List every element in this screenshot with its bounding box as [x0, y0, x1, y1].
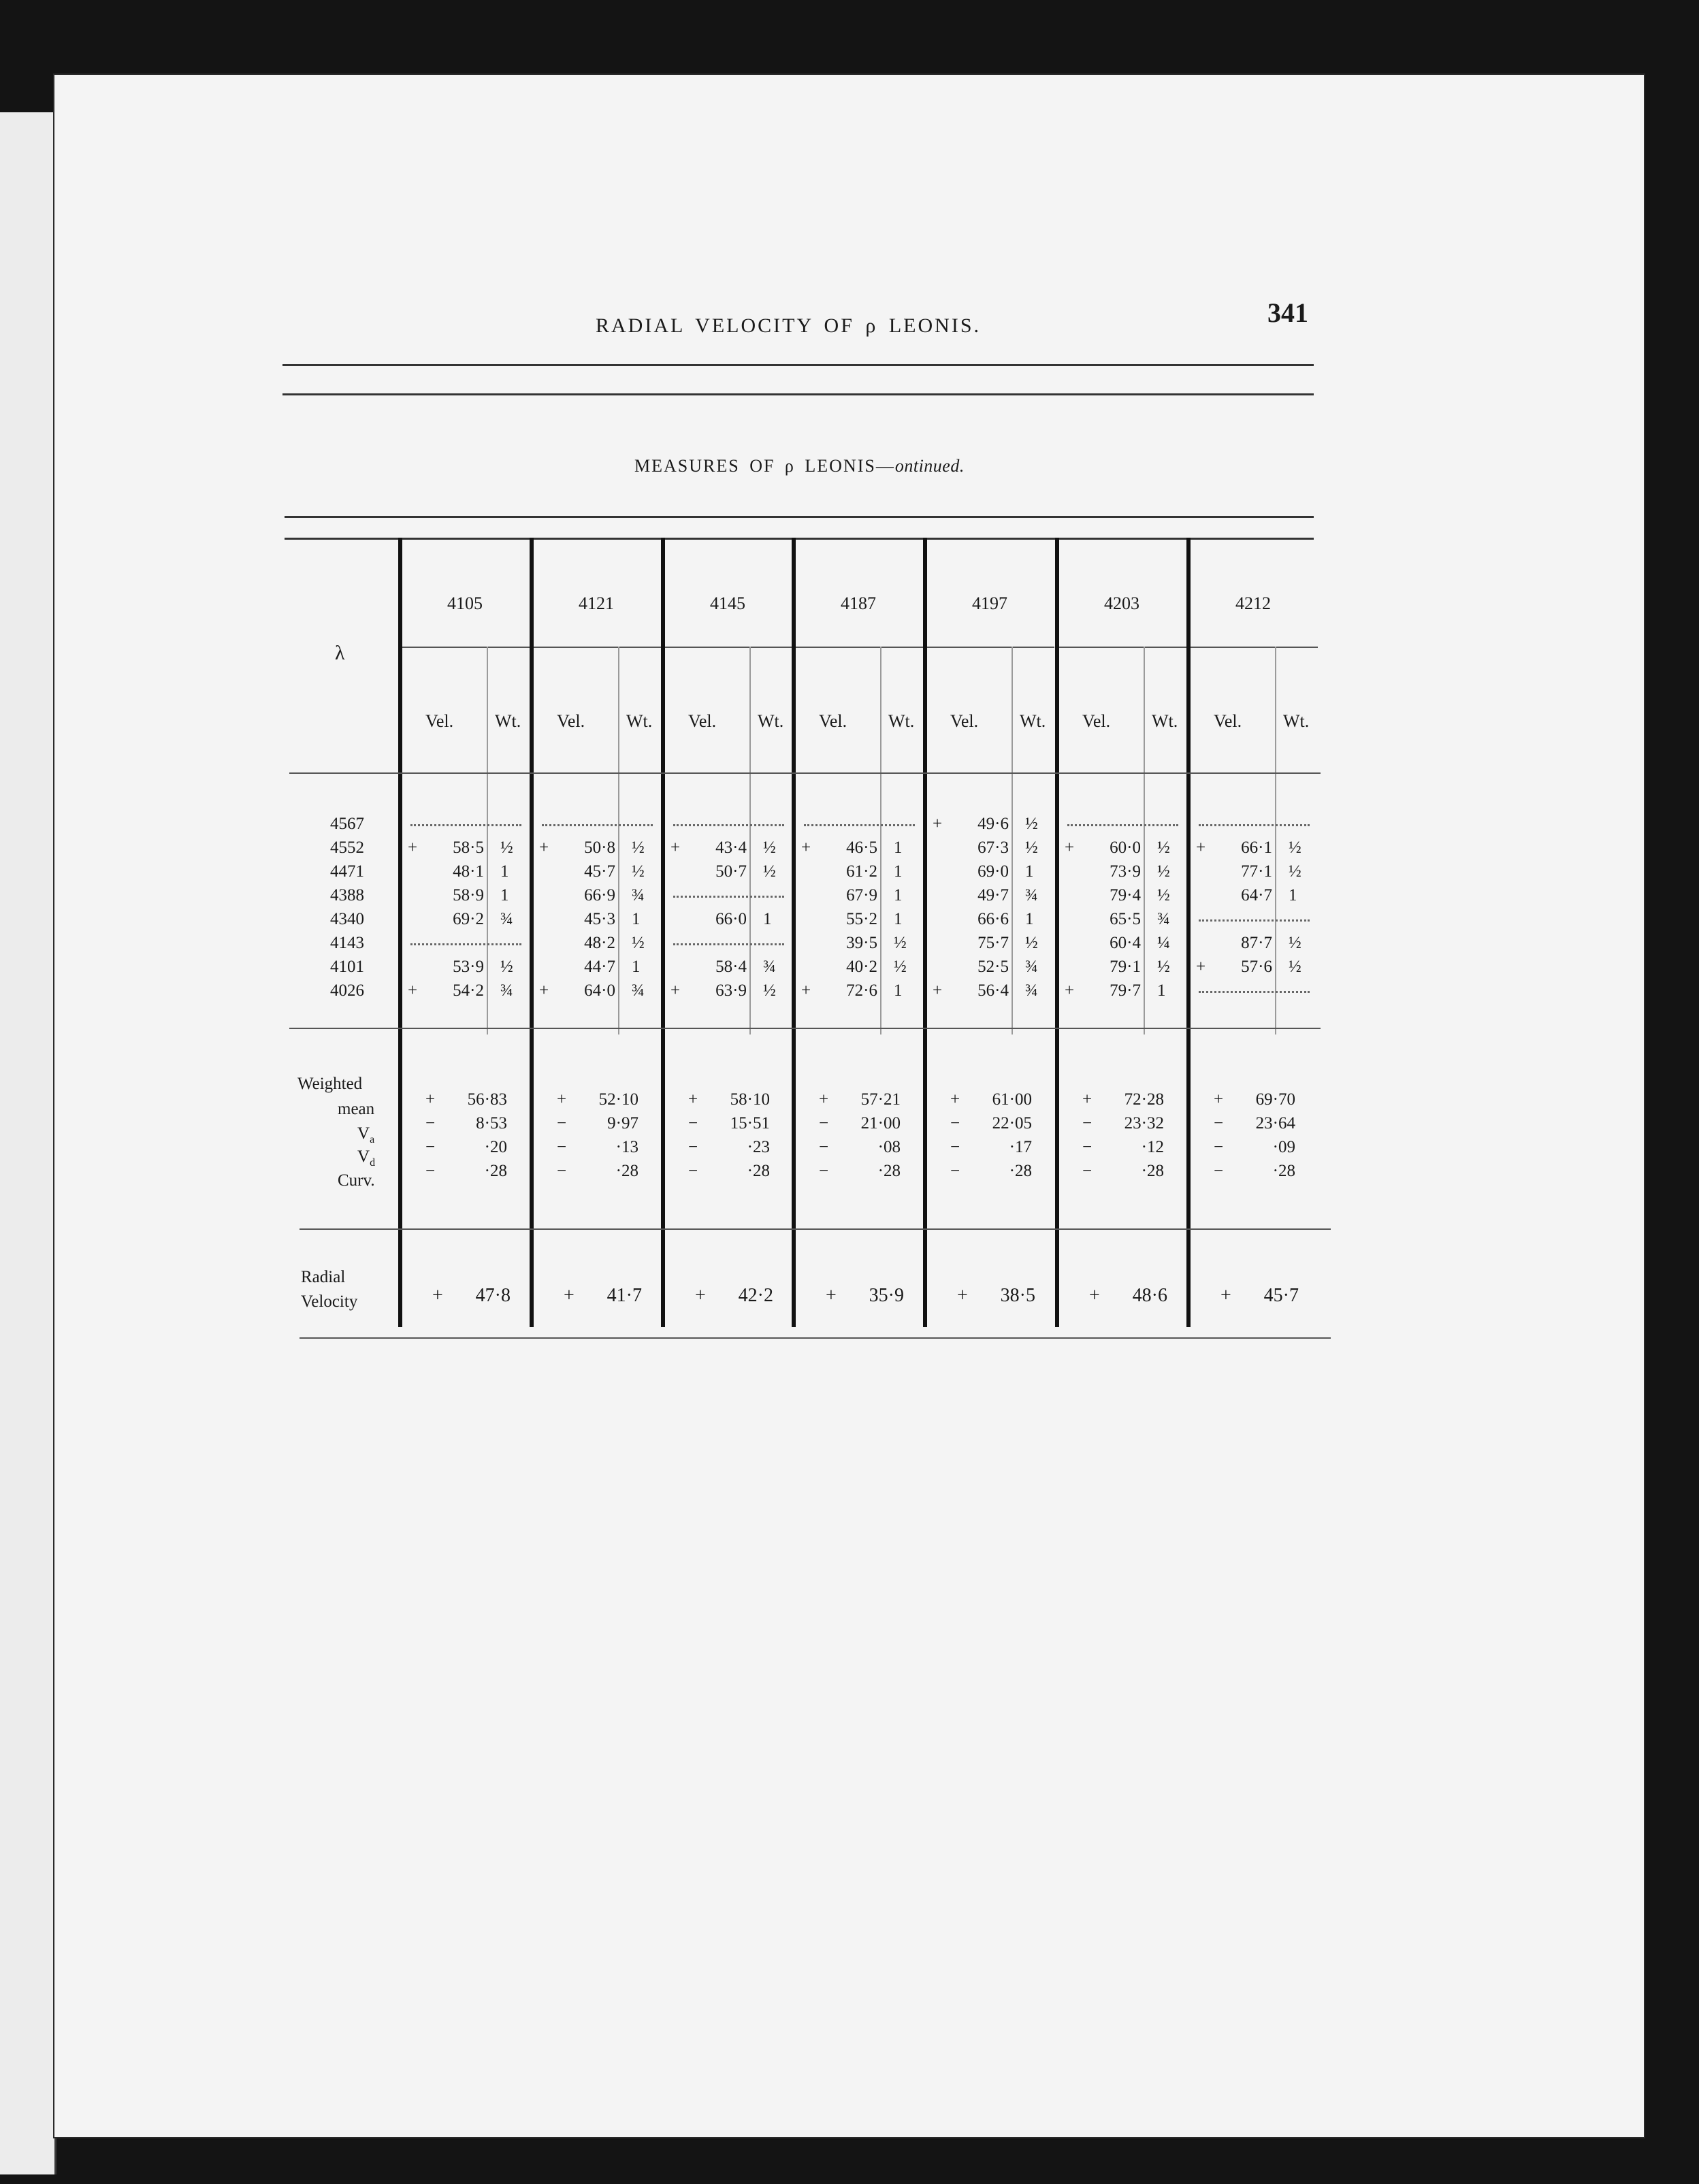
vel-header: Vel.	[1214, 711, 1242, 731]
vel-header: Vel.	[819, 711, 847, 731]
wt-value: 1	[500, 886, 509, 904]
table-rule-top-1	[285, 516, 1314, 518]
wt-value: ¾	[632, 981, 645, 1000]
label-vd: $V_d$	[357, 1147, 376, 1169]
wt-value: 1	[632, 958, 641, 976]
plate-4145: 4145	[710, 593, 745, 613]
label-va: $V_a$	[357, 1124, 375, 1145]
wt-value: 1	[894, 981, 903, 1000]
radial-velocity-sign: +	[1089, 1285, 1100, 1306]
vel-value: 45·3	[584, 910, 615, 928]
vel-sign: +	[1065, 838, 1075, 857]
vel-sign: +	[933, 981, 943, 1000]
vel-value: 66·6	[977, 910, 1009, 928]
vel-value: 79·1	[1110, 958, 1141, 976]
vel-sign: +	[1065, 981, 1075, 1000]
correction-sign: −	[557, 1114, 567, 1132]
wt-value: 1	[1025, 910, 1034, 928]
wt-value: 1	[894, 886, 903, 904]
vel-sign: +	[408, 838, 418, 857]
radial-velocity-sign: +	[564, 1285, 575, 1306]
weighted-mean-value: 69·70	[1255, 1090, 1295, 1109]
vel-value: 66·0	[715, 910, 747, 928]
page-number: 341	[1267, 297, 1308, 328]
vel-value: 53·9	[453, 958, 484, 976]
vel-sign: +	[408, 981, 418, 1000]
vel-value: 79·4	[1110, 886, 1141, 904]
correction-value: ·23	[747, 1138, 770, 1156]
correction-sign: −	[425, 1162, 436, 1180]
radial-velocity-value: 47·8	[475, 1285, 511, 1306]
correction-value: ·28	[747, 1162, 770, 1180]
radial-velocity-sign: +	[695, 1285, 706, 1306]
wavelength-4471: 4471	[330, 862, 364, 881]
weighted-mean-value: 58·10	[730, 1090, 770, 1109]
wt-value: ¾	[763, 958, 776, 976]
vel-wt-divider	[749, 647, 751, 1034]
vel-value: 67·3	[977, 838, 1009, 857]
vel-header: Vel.	[1082, 711, 1111, 731]
plate-underline	[534, 647, 661, 648]
correction-value: 23·32	[1124, 1114, 1164, 1132]
wt-value: ½	[500, 958, 513, 976]
wt-value: 1	[1289, 886, 1297, 904]
wt-value: ½	[1289, 862, 1301, 881]
correction-value: ·13	[615, 1138, 638, 1156]
vel-sign: +	[539, 981, 549, 1000]
vel-value: 49·6	[977, 815, 1009, 833]
wt-header: Wt.	[626, 711, 653, 731]
vel-value: 55·2	[846, 910, 877, 928]
plate-underline	[665, 647, 792, 648]
vel-value: 65·5	[1110, 910, 1141, 928]
correction-sign: −	[950, 1162, 960, 1180]
vel-wt-divider	[1275, 647, 1276, 1034]
correction-sign: −	[1214, 1114, 1224, 1132]
wt-value: ½	[1025, 934, 1038, 952]
vel-value: 66·1	[1241, 838, 1272, 857]
vel-value: 39·5	[846, 934, 877, 952]
wt-value: ½	[1289, 958, 1301, 976]
wt-value: ½	[1157, 958, 1170, 976]
table-caption	[634, 456, 965, 476]
vel-sign: +	[670, 838, 681, 857]
correction-value: 9·97	[607, 1114, 638, 1132]
weighted-mean-value: 52·10	[598, 1090, 638, 1109]
vel-sign: +	[1196, 958, 1206, 976]
vel-value: 46·5	[846, 838, 877, 857]
wt-value: ½	[632, 934, 645, 952]
label-radial: Radial	[301, 1268, 346, 1286]
wt-value: ½	[763, 838, 776, 857]
plate-4203: 4203	[1104, 593, 1139, 613]
correction-value: 22·05	[992, 1114, 1032, 1132]
correction-value: ·28	[1141, 1162, 1164, 1180]
wt-value: ½	[1025, 815, 1038, 833]
weighted-mean-sign: +	[819, 1090, 829, 1109]
correction-sign: −	[688, 1114, 698, 1132]
dotted-blank-entry	[1199, 824, 1310, 826]
dotted-blank-entry	[1067, 824, 1178, 826]
vel-value: 43·4	[715, 838, 747, 857]
vel-value: 57·6	[1241, 958, 1272, 976]
vel-wt-divider	[1012, 647, 1013, 1034]
previous-page-edge	[0, 112, 56, 2174]
vel-wt-divider	[880, 647, 881, 1034]
caption-main: MEASURES OF ρ LEONIS—	[634, 456, 895, 476]
vel-value: 64·7	[1241, 886, 1272, 904]
correction-sign: −	[950, 1138, 960, 1156]
wavelength-4026: 4026	[330, 981, 364, 1000]
wt-value: ¾	[1025, 886, 1038, 904]
weighted-mean-sign: +	[950, 1090, 960, 1109]
column-divider	[923, 538, 927, 1327]
radial-velocity-value: 41·7	[606, 1285, 642, 1306]
dotted-blank-entry	[410, 824, 521, 826]
radial-velocity-sign: +	[432, 1285, 443, 1306]
running-head: RADIAL VELOCITY OF ρ LEONIS.	[596, 314, 981, 337]
wt-value: 1	[894, 910, 903, 928]
wt-header: Wt.	[1020, 711, 1046, 731]
correction-value: ·28	[615, 1162, 638, 1180]
wt-value: 1	[894, 862, 903, 881]
rule-under-subheaders	[289, 772, 1321, 774]
vel-header: Vel.	[688, 711, 717, 731]
vel-wt-divider	[487, 647, 488, 1034]
wt-header: Wt.	[888, 711, 915, 731]
vel-value: 72·6	[846, 981, 877, 1000]
weighted-mean-sign: +	[425, 1090, 436, 1109]
correction-sign: −	[425, 1114, 436, 1132]
dotted-blank-entry	[542, 824, 653, 826]
wavelength-4552: 4552	[330, 838, 364, 857]
weighted-mean-value: 57·21	[860, 1090, 901, 1109]
wt-header: Wt.	[758, 711, 784, 731]
vel-value: 58·5	[453, 838, 484, 857]
vel-value: 52·5	[977, 958, 1009, 976]
plate-underline	[1059, 647, 1186, 648]
column-divider	[1055, 538, 1059, 1327]
correction-sign: −	[819, 1138, 829, 1156]
vel-sign: +	[801, 981, 811, 1000]
wt-value: ½	[894, 958, 907, 976]
caption-continued: ontinued.	[894, 456, 965, 476]
vel-value: 61·2	[846, 862, 877, 881]
vel-value: 79·7	[1110, 981, 1141, 1000]
dotted-blank-entry	[410, 943, 521, 945]
weighted-mean-sign: +	[1082, 1090, 1093, 1109]
weighted-mean-sign: +	[557, 1090, 567, 1109]
vel-value: 69·2	[453, 910, 484, 928]
column-divider	[1186, 538, 1191, 1327]
column-divider	[661, 538, 665, 1327]
correction-value: 15·51	[730, 1114, 770, 1132]
correction-sign: −	[688, 1162, 698, 1180]
wt-value: ½	[1289, 838, 1301, 857]
vel-header: Vel.	[425, 711, 454, 731]
dotted-blank-entry	[673, 896, 784, 898]
wt-value: ½	[763, 862, 776, 881]
wt-value: ½	[632, 862, 645, 881]
wt-value: 1	[1025, 862, 1034, 881]
wt-value: ½	[1157, 838, 1170, 857]
wt-value: 1	[1157, 981, 1166, 1000]
wt-value: ¾	[500, 981, 513, 1000]
correction-value: ·20	[484, 1138, 507, 1156]
correction-sign: −	[1082, 1162, 1093, 1180]
correction-value: ·28	[877, 1162, 901, 1180]
vel-value: 87·7	[1241, 934, 1272, 952]
correction-value: ·12	[1141, 1138, 1164, 1156]
vel-sign: +	[1196, 838, 1206, 857]
radial-velocity-sign: +	[1220, 1285, 1231, 1306]
correction-sign: −	[1214, 1138, 1224, 1156]
plate-underline	[1191, 647, 1318, 648]
vel-value: 60·4	[1110, 934, 1141, 952]
vel-value: 58·4	[715, 958, 747, 976]
correction-sign: −	[1082, 1138, 1093, 1156]
vel-value: 44·7	[584, 958, 615, 976]
correction-sign: −	[819, 1114, 829, 1132]
radial-velocity-sign: +	[957, 1285, 968, 1306]
wavelength-4340: 4340	[330, 910, 364, 928]
vel-wt-divider	[1144, 647, 1145, 1034]
correction-value: ·08	[877, 1138, 901, 1156]
dotted-blank-entry	[673, 824, 784, 826]
column-divider	[792, 538, 796, 1327]
plate-underline	[402, 647, 530, 648]
weighted-mean-value: 72·28	[1124, 1090, 1164, 1109]
wt-header: Wt.	[1152, 711, 1178, 731]
wavelength-4101: 4101	[330, 958, 364, 976]
correction-value: 21·00	[860, 1114, 901, 1132]
label-curv: Curv.	[338, 1171, 375, 1190]
rule-under-data	[289, 1028, 1321, 1029]
wt-value: ¾	[500, 910, 513, 928]
correction-value: ·09	[1272, 1138, 1295, 1156]
rule-under-summary	[300, 1228, 1331, 1230]
radial-velocity-value: 35·9	[869, 1285, 904, 1306]
correction-value: 23·64	[1255, 1114, 1295, 1132]
column-divider	[398, 538, 402, 1327]
lambda-header: λ	[335, 642, 345, 664]
plate-underline	[927, 647, 1054, 648]
vel-value: 64·0	[584, 981, 615, 1000]
wavelength-4143: 4143	[330, 934, 364, 952]
radial-velocity-value: 42·2	[738, 1285, 773, 1306]
wt-value: ½	[763, 981, 776, 1000]
wt-value: ½	[894, 934, 907, 952]
header-rule-bottom	[282, 393, 1314, 395]
vel-value: 75·7	[977, 934, 1009, 952]
wt-value: ¾	[1157, 910, 1170, 928]
vel-value: 50·8	[584, 838, 615, 857]
column-divider	[530, 538, 534, 1327]
correction-sign: −	[557, 1138, 567, 1156]
correction-value: ·28	[1272, 1162, 1295, 1180]
wavelength-4567: 4567	[330, 815, 364, 833]
vel-value: 45·7	[584, 862, 615, 881]
vel-sign: +	[670, 981, 681, 1000]
vel-value: 63·9	[715, 981, 747, 1000]
wt-value: ¼	[1157, 934, 1170, 952]
wt-value: 1	[500, 862, 509, 881]
rule-under-radial	[300, 1337, 1331, 1339]
plate-underline	[796, 647, 923, 648]
table-rule-top-2	[285, 538, 1314, 540]
plate-4187: 4187	[841, 593, 876, 613]
vel-value: 50·7	[715, 862, 747, 881]
wavelength-4388: 4388	[330, 886, 364, 904]
dotted-blank-entry	[1199, 919, 1310, 922]
vel-value: 48·1	[453, 862, 484, 881]
vel-value: 67·9	[846, 886, 877, 904]
correction-value: ·17	[1009, 1138, 1032, 1156]
vel-value: 73·9	[1110, 862, 1141, 881]
vel-sign: +	[801, 838, 811, 857]
dotted-blank-entry	[673, 943, 784, 945]
vel-value: 66·9	[584, 886, 615, 904]
weighted-mean-value: 61·00	[992, 1090, 1032, 1109]
vel-sign: +	[933, 815, 943, 833]
vel-header: Vel.	[950, 711, 979, 731]
vel-value: 77·1	[1241, 862, 1272, 881]
wt-header: Wt.	[1283, 711, 1310, 731]
wt-value: 1	[632, 910, 641, 928]
correction-value: ·28	[484, 1162, 507, 1180]
correction-value: 8·53	[476, 1114, 507, 1132]
radial-velocity-value: 45·7	[1263, 1285, 1299, 1306]
wt-header: Wt.	[495, 711, 521, 731]
plate-4121: 4121	[579, 593, 614, 613]
weighted-mean-sign: +	[1214, 1090, 1224, 1109]
vel-value: 58·9	[453, 886, 484, 904]
vel-value: 60·0	[1110, 838, 1141, 857]
wt-value: ¾	[1025, 981, 1038, 1000]
vel-sign: +	[539, 838, 549, 857]
weighted-mean-value: 56·83	[467, 1090, 507, 1109]
wt-value: ½	[1289, 934, 1301, 952]
vel-value: 48·2	[584, 934, 615, 952]
vel-value: 40·2	[846, 958, 877, 976]
vel-value: 54·2	[453, 981, 484, 1000]
wt-value: ½	[632, 838, 645, 857]
header-rule-top	[282, 364, 1314, 366]
dotted-blank-entry	[804, 824, 915, 826]
vel-value: 49·7	[977, 886, 1009, 904]
dotted-blank-entry	[1199, 991, 1310, 993]
plate-4212: 4212	[1235, 593, 1271, 613]
correction-sign: −	[688, 1138, 698, 1156]
vel-wt-divider	[618, 647, 619, 1034]
wt-value: ½	[500, 838, 513, 857]
label-velocity: Velocity	[301, 1292, 358, 1311]
correction-sign: −	[819, 1162, 829, 1180]
radial-velocity-sign: +	[826, 1285, 837, 1306]
correction-sign: −	[950, 1114, 960, 1132]
plate-4105: 4105	[447, 593, 483, 613]
correction-value: ·28	[1009, 1162, 1032, 1180]
wt-value: ½	[1025, 838, 1038, 857]
correction-sign: −	[1214, 1162, 1224, 1180]
correction-sign: −	[425, 1138, 436, 1156]
radial-velocity-value: 38·5	[1000, 1285, 1035, 1306]
wt-value: ¾	[1025, 958, 1038, 976]
plate-4197: 4197	[972, 593, 1007, 613]
label-mean: mean	[338, 1100, 375, 1118]
wt-value: ½	[1157, 862, 1170, 881]
correction-sign: −	[557, 1162, 567, 1180]
weighted-mean-sign: +	[688, 1090, 698, 1109]
vel-header: Vel.	[557, 711, 585, 731]
wt-value: ¾	[632, 886, 645, 904]
radial-velocity-value: 48·6	[1132, 1285, 1167, 1306]
vel-value: 56·4	[977, 981, 1009, 1000]
correction-sign: −	[1082, 1114, 1093, 1132]
wt-value: ½	[1157, 886, 1170, 904]
wt-value: 1	[763, 910, 772, 928]
label-weighted: Weighted	[297, 1075, 363, 1093]
vel-value: 69·0	[977, 862, 1009, 881]
wt-value: 1	[894, 838, 903, 857]
